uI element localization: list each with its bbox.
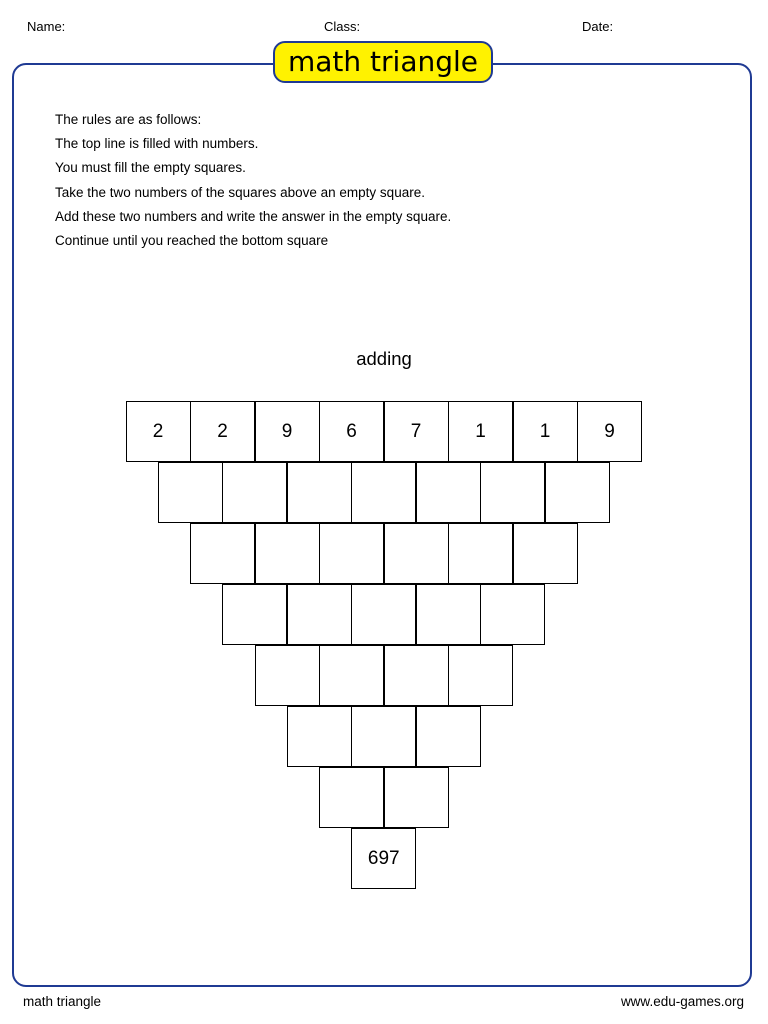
empty-answer-cell[interactable] bbox=[319, 767, 384, 828]
empty-answer-cell[interactable] bbox=[222, 584, 287, 645]
empty-answer-cell[interactable] bbox=[255, 645, 320, 706]
empty-answer-cell[interactable] bbox=[513, 523, 578, 584]
empty-answer-cell[interactable] bbox=[287, 706, 352, 767]
given-number-cell[interactable]: 9 bbox=[255, 401, 320, 462]
date-label: Date: bbox=[582, 19, 614, 34]
empty-answer-cell[interactable] bbox=[448, 645, 513, 706]
empty-answer-cell[interactable] bbox=[351, 706, 416, 767]
empty-answer-cell[interactable] bbox=[190, 523, 255, 584]
given-number-cell[interactable]: 2 bbox=[126, 401, 191, 462]
rule-line: You must fill the empty squares. bbox=[55, 160, 246, 176]
empty-answer-cell[interactable] bbox=[416, 584, 481, 645]
empty-answer-cell[interactable] bbox=[287, 584, 352, 645]
empty-answer-cell[interactable] bbox=[416, 706, 481, 767]
rule-line: Add these two numbers and write the answer in the empty square. bbox=[55, 208, 452, 224]
rule-line: The rules are as follows: bbox=[55, 112, 202, 127]
empty-answer-cell[interactable] bbox=[158, 462, 223, 523]
rule-line: Take the two numbers of the squares above an empty square. bbox=[55, 184, 425, 200]
empty-answer-cell[interactable] bbox=[287, 462, 352, 523]
empty-answer-cell[interactable] bbox=[480, 462, 545, 523]
empty-answer-cell[interactable] bbox=[222, 462, 287, 523]
rule-line: The top line is filled with numbers. bbox=[55, 136, 259, 152]
worksheet-title: math triangle bbox=[273, 41, 493, 83]
given-number-cell[interactable]: 1 bbox=[513, 401, 578, 462]
class-label: Class: bbox=[324, 19, 361, 34]
empty-answer-cell[interactable] bbox=[351, 462, 416, 523]
empty-answer-cell[interactable] bbox=[319, 645, 384, 706]
name-label: Name: bbox=[27, 19, 66, 34]
footer-title: math triangle bbox=[23, 994, 102, 1009]
empty-answer-cell[interactable] bbox=[351, 584, 416, 645]
empty-answer-cell[interactable] bbox=[384, 645, 449, 706]
empty-answer-cell[interactable] bbox=[384, 523, 449, 584]
given-number-cell[interactable]: 1 bbox=[448, 401, 513, 462]
empty-answer-cell[interactable] bbox=[319, 523, 384, 584]
empty-answer-cell[interactable] bbox=[255, 523, 320, 584]
given-number-cell[interactable]: 2 bbox=[190, 401, 255, 462]
empty-answer-cell[interactable] bbox=[448, 523, 513, 584]
given-number-cell[interactable]: 9 bbox=[577, 401, 642, 462]
puzzle-title: adding bbox=[356, 348, 412, 369]
final-sum-cell[interactable]: 697 bbox=[351, 828, 416, 889]
empty-answer-cell[interactable] bbox=[384, 767, 449, 828]
empty-answer-cell[interactable] bbox=[480, 584, 545, 645]
given-number-cell[interactable]: 7 bbox=[384, 401, 449, 462]
empty-answer-cell[interactable] bbox=[545, 462, 610, 523]
rule-line: Continue until you reached the bottom square bbox=[55, 232, 329, 248]
footer-website: www.edu-games.org bbox=[620, 994, 744, 1009]
given-number-cell[interactable]: 6 bbox=[319, 401, 384, 462]
empty-answer-cell[interactable] bbox=[416, 462, 481, 523]
